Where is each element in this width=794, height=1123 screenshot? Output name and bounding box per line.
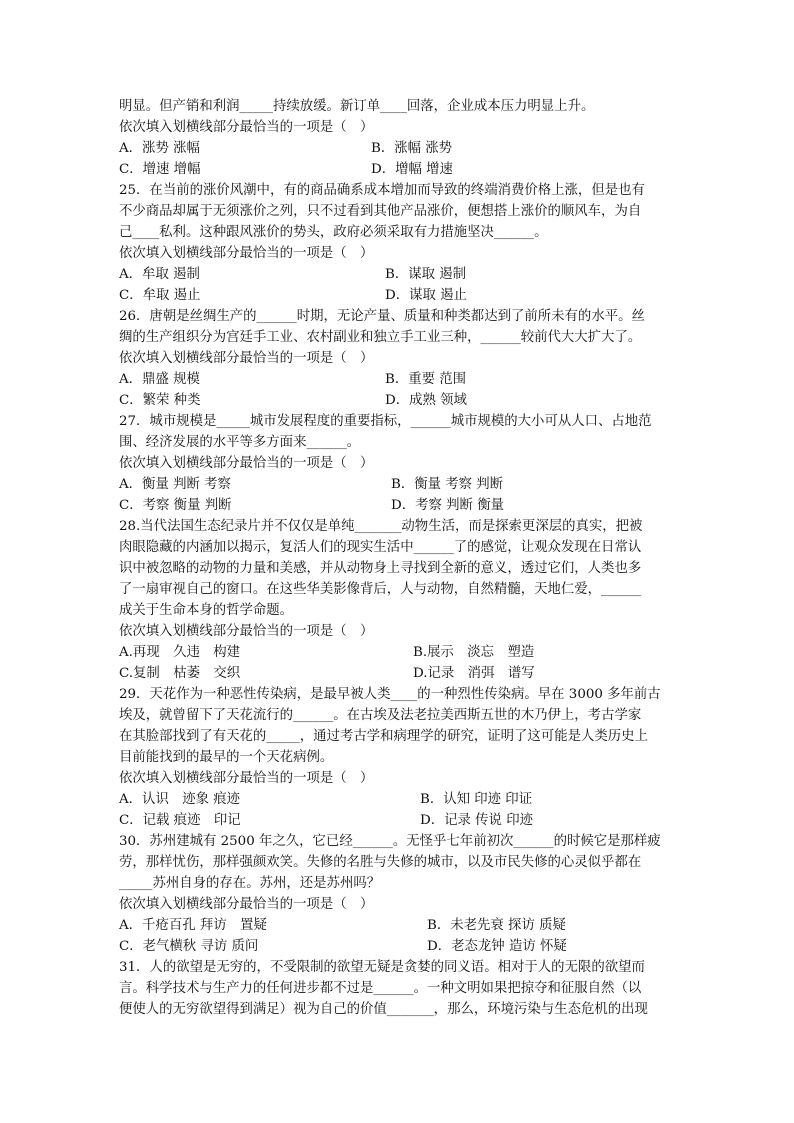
question-text: 埃及，就曾留下了天花流行的______。在古埃及法老拉美西斯五世的木乃伊上，考古学家 (119, 708, 642, 723)
option-c[interactable]: C．繁荣 种类 (119, 393, 201, 408)
option-a[interactable]: A．牟取 遏制 (119, 267, 200, 282)
question-text: 言。科学技术与生产力的任何进步都不过是______。一种文明如果把掠夺和征服自然（以 (119, 981, 642, 996)
option-c[interactable]: C．牟取 遏止 (119, 288, 201, 303)
option-a[interactable]: A．涨势 涨幅 (119, 141, 200, 156)
question-text: 己____私利。这种跟风涨价的势头，政府必须采取有力措施坚决______。 (119, 225, 548, 240)
question-text: 26．唐朝是丝绸生产的______时期，无论产量、质量和种类都达到了前所未有的水平。丝 (119, 309, 645, 324)
options-row (119, 474, 685, 495)
question-text: 围、经济发展的水平等多方面来______。 (119, 435, 361, 450)
option-a[interactable]: A．鼎盛 规模 (119, 372, 200, 387)
options-row (119, 642, 685, 663)
options-row (119, 915, 685, 936)
options-row (119, 810, 685, 831)
option-d[interactable]: D．成熟 领域 (385, 393, 467, 408)
option-c[interactable]: C.复制 枯萎 交织 (119, 666, 241, 681)
question-text: 不少商品却属于无须涨价之列，只不过看到其他产品涨价，便想搭上涨价的顺风车，为自 (119, 204, 642, 219)
option-c[interactable]: C．记载 痕迹 印记 (119, 813, 241, 828)
question-text: 明显。但产销和利润_____持续放缓。新订单____回落，企业成本压力明显上升。 (119, 99, 595, 114)
options-row (119, 369, 685, 390)
option-d[interactable]: D．考察 判断 衡量 (391, 498, 504, 513)
options-row (119, 285, 685, 306)
question-text: 29．天花作为一种恶性传染病，是最早被人类____的一种烈性传染病。早在 3000 多年前古 (119, 687, 661, 702)
options-row (119, 495, 685, 516)
question-prompt: 依次填入划横线部分最恰当的一项是（ ） (119, 246, 374, 261)
question-25 (119, 180, 685, 306)
option-a[interactable]: A.再现 久违 构建 (119, 645, 241, 660)
question-text: 肉眼隐藏的内涵加以揭示，复活人们的现实生活中______了的感觉，让观众发现在日常认 (119, 540, 642, 555)
question-text: 成关于生命本身的哲学命题。 (119, 603, 294, 618)
question-24 (119, 96, 685, 180)
question-prompt: 依次填入划横线部分最恰当的一项是（ ） (119, 624, 374, 639)
question-text: 25．在当前的涨价风潮中，有的商品确系成本增加而导致的终端消费价格上涨，但是也有 (119, 183, 645, 198)
options-row (119, 936, 685, 957)
options-row (119, 159, 685, 180)
option-d[interactable]: D.记录 消弭 谱写 (413, 666, 535, 681)
question-prompt: 依次填入划横线部分最恰当的一项是（ ） (119, 120, 374, 135)
option-d[interactable]: D．谋取 遏止 (385, 288, 467, 303)
question-29 (119, 684, 685, 831)
option-b[interactable]: B．重要 范围 (385, 372, 467, 387)
option-a[interactable]: A．千疮百孔 拜访 置疑 (119, 918, 267, 933)
question-27 (119, 411, 685, 516)
question-31 (119, 957, 685, 1020)
option-b[interactable]: B．衡量 考察 判断 (391, 477, 504, 492)
question-text: 在其脸部找到了有天花的_____，通过考古学和病理学的研究，证明了这可能是人类历史上 (119, 729, 648, 744)
question-text: _____苏州自身的存在。苏州，还是苏州吗？ (119, 876, 381, 891)
question-prompt: 依次填入划横线部分最恰当的一项是（ ） (119, 897, 374, 912)
option-d[interactable]: D．记录 传说 印迹 (420, 813, 533, 828)
options-row (119, 789, 685, 810)
question-text: 了一扇审视自己的窗口。在这些华美影像背后，人与动物，自然精髓，天地仁爱，______ (119, 582, 642, 597)
question-text: 绸的生产组织分为宫廷手工业、农村副业和独立手工业三种，______较前代大大扩大了。 (119, 330, 642, 345)
option-d[interactable]: D．增幅 增速 (371, 162, 453, 177)
question-prompt: 依次填入划横线部分最恰当的一项是（ ） (119, 771, 374, 786)
question-text: 31．人的欲望是无穷的，不受限制的欲望无疑是贪婪的同义语。相对于人的无限的欲望而 (119, 960, 645, 975)
question-prompt: 依次填入划横线部分最恰当的一项是（ ） (119, 456, 374, 471)
question-text: 30．苏州建城有 2500 年之久，它已经______。无怪乎七年前初次______的时候它是那样疲 (119, 834, 661, 849)
option-c[interactable]: C．增速 增幅 (119, 162, 201, 177)
option-b[interactable]: B．认知 印迹 印证 (420, 792, 533, 807)
option-d[interactable]: D．老态龙钟 造访 怀疑 (427, 939, 567, 954)
options-row (119, 390, 685, 411)
options-row (119, 663, 685, 684)
option-c[interactable]: C．考察 衡量 判断 (119, 498, 232, 513)
option-b[interactable]: B．谋取 遏制 (385, 267, 467, 282)
option-b[interactable]: B.展示 淡忘 塑造 (413, 645, 535, 660)
option-b[interactable]: B．涨幅 涨势 (371, 141, 453, 156)
options-row (119, 264, 685, 285)
options-row (119, 138, 685, 159)
option-a[interactable]: A．衡量 判断 考察 (119, 477, 231, 492)
question-28 (119, 516, 685, 684)
question-text: 27．城市规模是_____城市发展程度的重要指标，______城市规模的大小可从人口、占地范 (119, 414, 652, 429)
option-a[interactable]: A．认识 迹象 痕迹 (119, 792, 241, 807)
question-text: 劳，那样忧伤，那样强颜欢笑。失修的名胜与失修的城市，以及市民失修的心灵似乎都在 (119, 855, 642, 870)
option-b[interactable]: B．未老先衰 探访 质疑 (427, 918, 566, 933)
question-prompt: 依次填入划横线部分最恰当的一项是（ ） (119, 351, 374, 366)
document-page (119, 96, 685, 1020)
question-text: 便使人的无穷欲望得到满足）视为自己的价值_______，那么，环境污染与生态危机的出现 (119, 1002, 648, 1017)
option-c[interactable]: C．老气横秋 寻访 质问 (119, 939, 259, 954)
question-30 (119, 831, 685, 957)
question-26 (119, 306, 685, 411)
question-text: 28.当代法国生态纪录片并不仅仅是单纯_______动物生活，而是探索更深层的真实，把被 (119, 519, 643, 534)
question-text: 目前能找到的最早的一个天花病例。 (119, 750, 334, 765)
question-text: 识中被忽略的动物的力量和美感，并从动物身上寻找到全新的意义，透过它们，人类也多 (119, 561, 642, 576)
